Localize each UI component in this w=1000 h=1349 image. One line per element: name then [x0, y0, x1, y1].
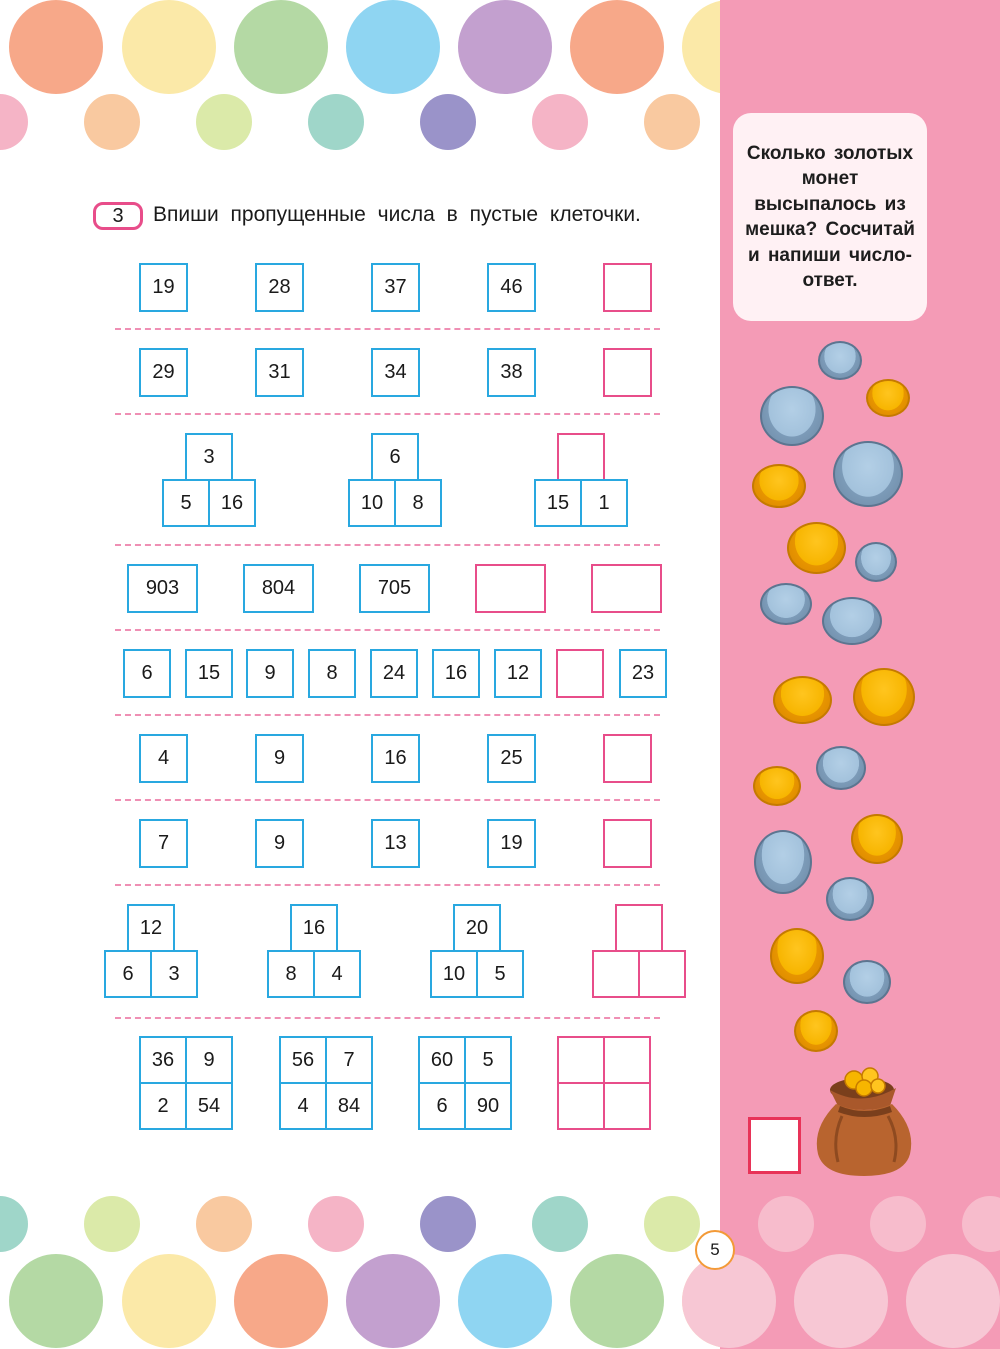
answer-input-box[interactable]: [748, 1117, 801, 1174]
pyramid-right-cell: 5: [476, 950, 524, 998]
gold-coin-icon: [770, 928, 824, 984]
number-cell: 804: [243, 564, 314, 613]
empty-answer-cell[interactable]: [603, 348, 652, 397]
pyramid-top-cell: 12: [127, 904, 175, 952]
decor-dot: [308, 94, 364, 150]
row-divider: [115, 328, 660, 330]
silver-coin-icon: [816, 746, 866, 790]
silver-coin-icon: [843, 960, 891, 1004]
number-cell: 37: [371, 263, 420, 312]
decor-dot: [122, 1254, 216, 1348]
grid-cell: 2: [139, 1082, 187, 1130]
row-divider: [115, 799, 660, 801]
empty-answer-cell[interactable]: [615, 904, 663, 952]
number-cell: 9: [255, 734, 304, 783]
number-cell: 705: [359, 564, 430, 613]
number-cell: 28: [255, 263, 304, 312]
decor-dot: [9, 0, 103, 94]
pyramid-top-cell: 20: [453, 904, 501, 952]
number-cell: 29: [139, 348, 188, 397]
decor-dot: [458, 1254, 552, 1348]
grid-cell: 54: [185, 1082, 233, 1130]
number-cell: 24: [370, 649, 418, 698]
grid-cell: 9: [185, 1036, 233, 1084]
empty-answer-cell[interactable]: [591, 564, 662, 613]
decor-dot: [570, 1254, 664, 1348]
decor-dot: [870, 1196, 926, 1252]
decor-dot: [346, 0, 440, 94]
decor-dot: [346, 1254, 440, 1348]
decor-dot: [0, 94, 28, 150]
number-cell: 16: [371, 734, 420, 783]
decor-dot: [0, 1196, 28, 1252]
decor-dot: [794, 1254, 888, 1348]
decor-dot: [122, 0, 216, 94]
number-cell: 15: [185, 649, 233, 698]
gold-coin-icon: [752, 464, 806, 508]
decor-dot: [532, 94, 588, 150]
decor-dot: [234, 1254, 328, 1348]
decor-dot: [458, 0, 552, 94]
empty-answer-cell[interactable]: [603, 819, 652, 868]
grid-cell: 84: [325, 1082, 373, 1130]
pyramid-left-cell: 10: [430, 950, 478, 998]
decor-dot: [9, 1254, 103, 1348]
row-divider: [115, 413, 660, 415]
number-cell: 31: [255, 348, 304, 397]
number-cell: 8: [308, 649, 356, 698]
grid-cell: 90: [464, 1082, 512, 1130]
number-cell: 34: [371, 348, 420, 397]
number-cell: 25: [487, 734, 536, 783]
row-divider: [115, 1017, 660, 1019]
row-divider: [115, 629, 660, 631]
gold-coin-icon: [753, 766, 801, 806]
decor-dot: [758, 1196, 814, 1252]
decor-dot: [570, 0, 664, 94]
gold-coin-icon: [853, 668, 915, 726]
number-cell: 13: [371, 819, 420, 868]
money-bag-icon: [812, 1058, 920, 1180]
pyramid-left-cell: 15: [534, 479, 582, 527]
decor-dot: [84, 1196, 140, 1252]
decor-dot: [420, 94, 476, 150]
pyramid-left-cell: 6: [104, 950, 152, 998]
decor-dot: [644, 94, 700, 150]
silver-coin-icon: [833, 441, 903, 507]
decor-dot: [420, 1196, 476, 1252]
silver-coin-icon: [760, 386, 824, 446]
grid-cell: 4: [279, 1082, 327, 1130]
decor-dot: [196, 1196, 252, 1252]
pyramid-right-cell: 16: [208, 479, 256, 527]
empty-answer-cell[interactable]: [475, 564, 546, 613]
empty-answer-cell[interactable]: [603, 734, 652, 783]
decor-dot: [196, 94, 252, 150]
number-cell: 6: [123, 649, 171, 698]
empty-answer-cell[interactable]: [557, 1036, 605, 1084]
decor-dot: [906, 1254, 1000, 1348]
grid-cell: 60: [418, 1036, 466, 1084]
pyramid-left-cell: 5: [162, 479, 210, 527]
pyramid-left-cell: 10: [348, 479, 396, 527]
number-cell: 16: [432, 649, 480, 698]
gold-coin-icon: [851, 814, 903, 864]
gold-coin-icon: [794, 1010, 838, 1052]
question-bubble: [733, 113, 927, 321]
empty-answer-cell[interactable]: [603, 1036, 651, 1084]
grid-cell: 6: [418, 1082, 466, 1130]
silver-coin-icon: [826, 877, 874, 921]
pyramid-top-cell: 3: [185, 433, 233, 481]
pyramid-left-cell: 8: [267, 950, 315, 998]
empty-answer-cell[interactable]: [592, 950, 640, 998]
gold-coin-icon: [866, 379, 910, 417]
silver-coin-icon: [818, 341, 862, 380]
decor-dot: [682, 1254, 776, 1348]
number-cell: 9: [255, 819, 304, 868]
silver-coin-icon: [855, 542, 897, 582]
number-cell: 12: [494, 649, 542, 698]
empty-answer-cell[interactable]: [603, 1082, 651, 1130]
decor-dot: [308, 1196, 364, 1252]
pyramid-right-cell: 4: [313, 950, 361, 998]
pyramid-top-cell: 6: [371, 433, 419, 481]
pyramid-right-cell: 1: [580, 479, 628, 527]
question-text: Сколько золотых монет высыпалось из мешка? Сосчитай и напиши число-ответ.: [745, 142, 915, 291]
empty-answer-cell[interactable]: [557, 1082, 605, 1130]
empty-answer-cell[interactable]: [603, 263, 652, 312]
grid-cell: 7: [325, 1036, 373, 1084]
row-divider: [115, 714, 660, 716]
number-cell: 23: [619, 649, 667, 698]
empty-answer-cell[interactable]: [557, 433, 605, 481]
gold-coin-icon: [773, 676, 832, 724]
decor-dot: [644, 1196, 700, 1252]
number-cell: 19: [487, 819, 536, 868]
decor-dot: [84, 94, 140, 150]
pyramid-top-cell: 16: [290, 904, 338, 952]
number-cell: 4: [139, 734, 188, 783]
empty-answer-cell[interactable]: [556, 649, 604, 698]
silver-coin-icon: [760, 583, 812, 625]
row-divider: [115, 884, 660, 886]
number-cell: 38: [487, 348, 536, 397]
pyramid-right-cell: 8: [394, 479, 442, 527]
silver-coin-icon: [754, 830, 812, 894]
number-cell: 903: [127, 564, 198, 613]
empty-answer-cell[interactable]: [638, 950, 686, 998]
decor-dot: [532, 1196, 588, 1252]
task-instruction: Впиши пропущенные числа в пустые клеточки.: [153, 203, 641, 226]
grid-cell: 56: [279, 1036, 327, 1084]
number-cell: 9: [246, 649, 294, 698]
gold-coin-icon: [787, 522, 846, 574]
silver-coin-icon: [822, 597, 882, 645]
task-number-badge: 3: [93, 202, 143, 230]
grid-cell: 36: [139, 1036, 187, 1084]
number-cell: 46: [487, 263, 536, 312]
page-number: 5: [695, 1230, 735, 1270]
row-divider: [115, 544, 660, 546]
number-cell: 19: [139, 263, 188, 312]
pyramid-right-cell: 3: [150, 950, 198, 998]
number-cell: 7: [139, 819, 188, 868]
grid-cell: 5: [464, 1036, 512, 1084]
decor-dot: [234, 0, 328, 94]
